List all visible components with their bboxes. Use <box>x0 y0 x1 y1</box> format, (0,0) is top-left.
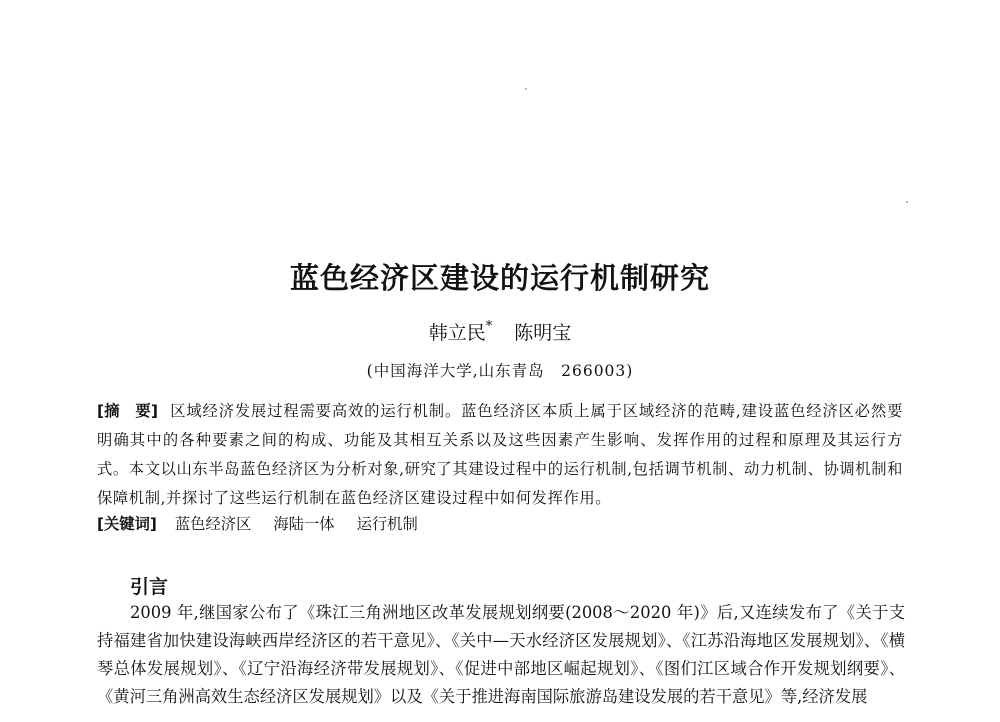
scan-speck <box>906 201 908 203</box>
keyword: 海陆一体 <box>273 515 335 533</box>
keyword: 蓝色经济区 <box>174 515 252 533</box>
author-first: 韩立民 <box>428 322 486 344</box>
affiliation: (中国海洋大学,山东青岛 266003) <box>366 362 634 380</box>
keyword: 运行机制 <box>356 515 418 533</box>
keywords-label: [关键词] <box>97 515 157 533</box>
abstract <box>97 397 903 513</box>
author-corresponding-mark: * <box>485 318 493 334</box>
author-line <box>0 318 1000 345</box>
section-heading: 引言 <box>130 576 169 598</box>
paper-title: 蓝色经济区建设的运行机制研究 <box>289 261 710 295</box>
scan-speck <box>525 88 527 90</box>
author-second: 陈明宝 <box>514 322 572 344</box>
keywords <box>97 510 440 539</box>
abstract-text: 区域经济发展过程需要高效的运行机制。蓝色经济区本质上属于区域经济的范畴,建设蓝色经济区必然要明确其中的各种要素之间的构成、功能及其相互关系以及这些因素产生影响、发挥作用的过程和原理及其运行方式。本文以山东半岛蓝色经济区为分析对象,研究了其建设过程中的运行机制,包括调节机制、动力机制、协调机制和保障机制,并探讨了这些运行机制在蓝色经济区建设过程中如何发挥作用。 <box>97 402 903 507</box>
body-paragraph: 2009 年,继国家公布了《珠江三角洲地区改革发展规划纲要(2008～2020 年)》后,又连续发布了《关于支持福建省加快建设海峡西岸经济区的若干意见》、《关中—天水经济区发展规划》、《江苏沿海地区发展规划》、《横琴总体发展规划》、《辽宁沿海经济带发展规划》、《促进中部地区崛起规划》、《图们江区域合作开发规划纲要》、《黄河三角洲高效生态经济区发展规划》以及《关于推进海南国际旅游岛建设发展的若干意见》等,经济发展 <box>97 603 905 706</box>
abstract-label: [摘 要] <box>97 402 158 420</box>
